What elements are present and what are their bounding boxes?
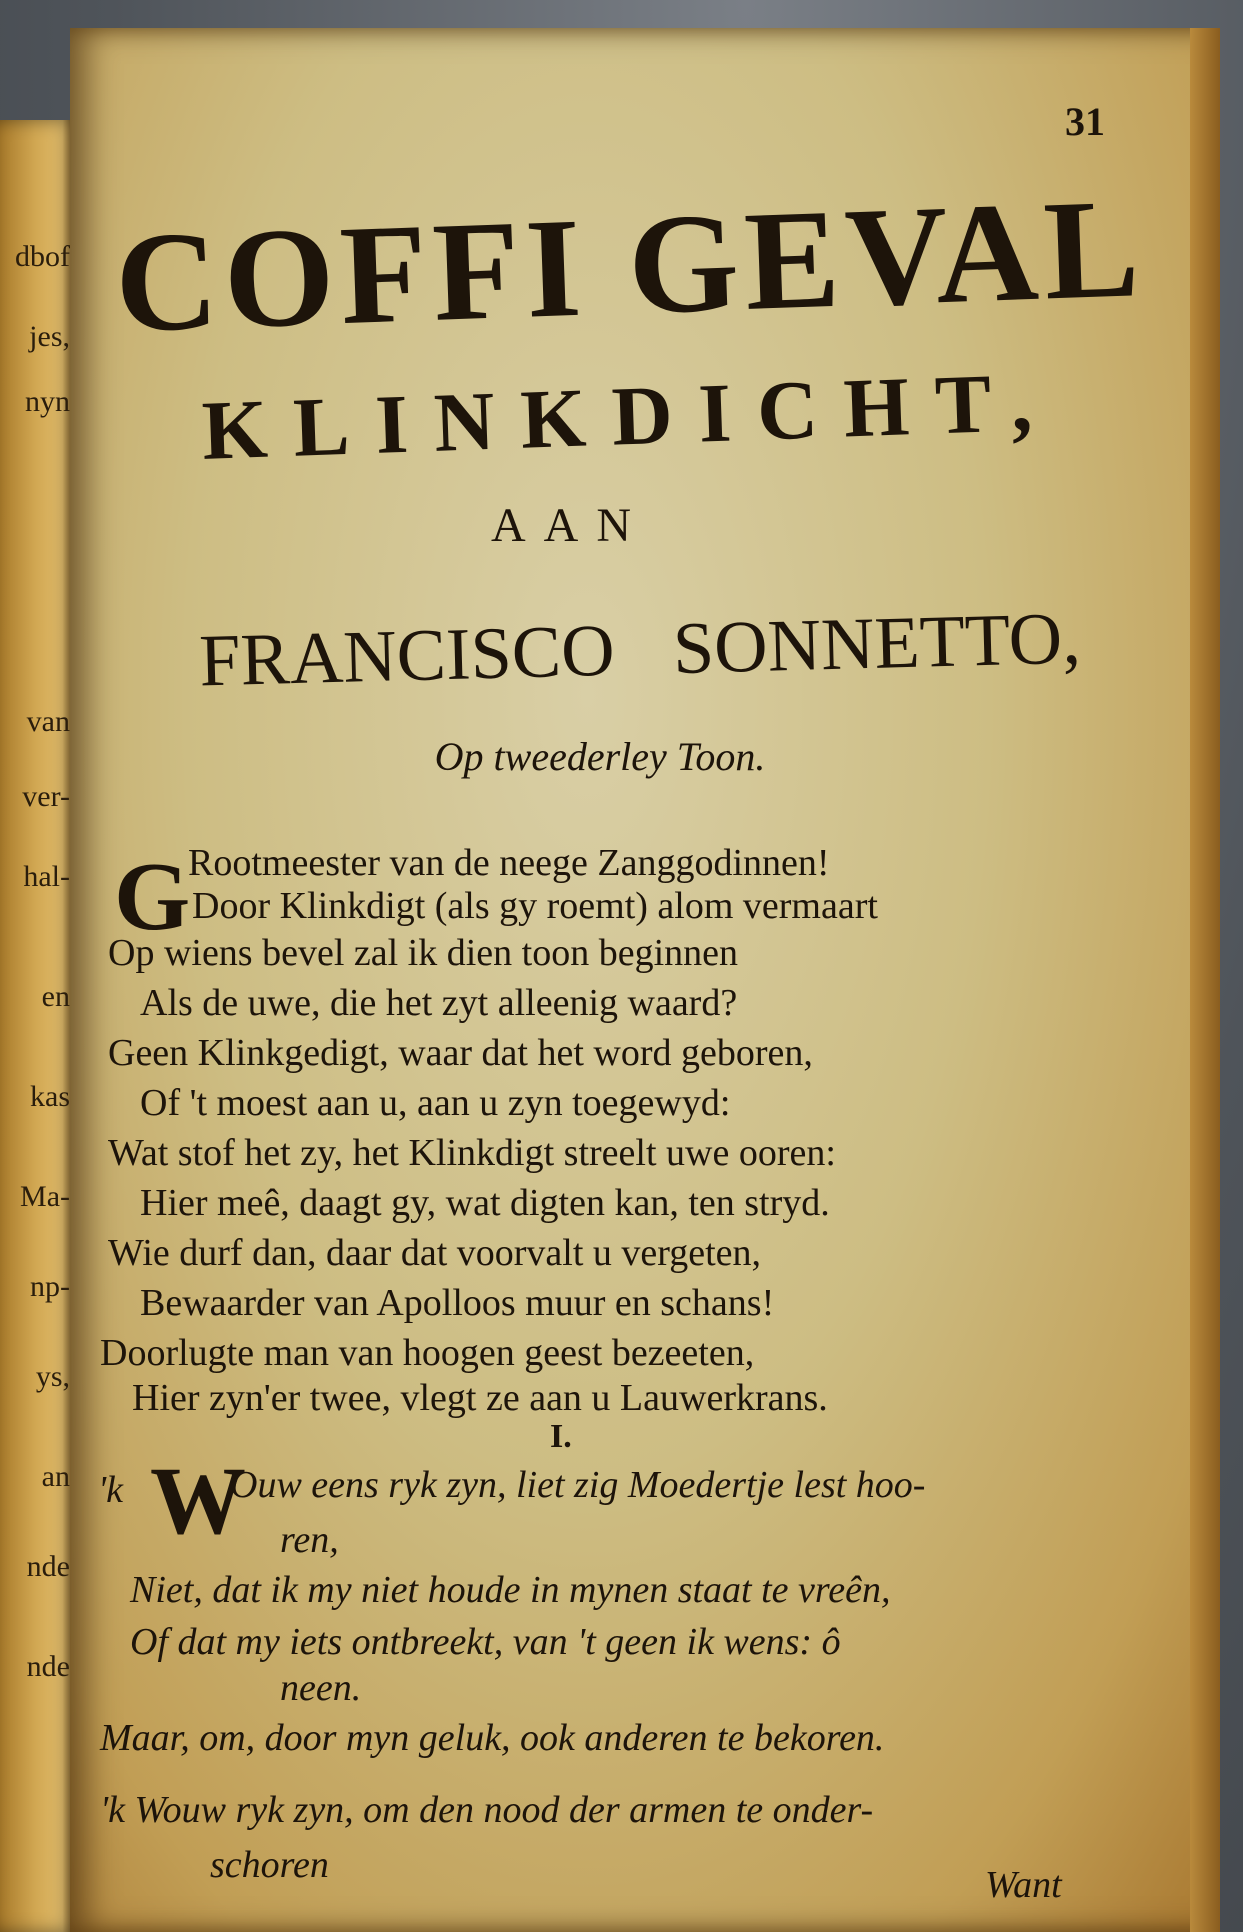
stanza-line: Maar, om, door myn geluk, ook anderen te bekoren. (100, 1717, 885, 1759)
verse-line: Geen Klinkgedigt, waar dat het word geboren, (108, 1032, 813, 1074)
verse-line: Wie durf dan, daar dat voorvalt u vergeten, (108, 1232, 762, 1274)
title-line-1: COFFI GEVAL (112, 168, 1148, 362)
left-fragment: Ma- (20, 1180, 70, 1213)
left-fragment: ys, (35, 1360, 70, 1393)
stanza-line: ren, (280, 1519, 339, 1561)
subtitle: Op tweederley Toon. (434, 734, 766, 779)
verse-line: Door Klinkdigt (als gy roemt) alom vermaart (192, 885, 878, 927)
stanza-line: Ouw eens ryk zyn, liet zig Moedertje lest hoo- (230, 1464, 926, 1506)
stanza-line: Niet, dat ik my niet houde in mynen staat te vreên, (130, 1569, 891, 1611)
title-line-4: FRANCISCO SONNETTO, (198, 597, 1082, 703)
verse-line: Doorlugte man van hoogen geest bezeeten, (100, 1332, 755, 1374)
left-fragment: en (41, 980, 70, 1013)
left-fragment: np- (30, 1270, 70, 1303)
page-number: 31 (1065, 99, 1105, 144)
left-fragment: dbof (15, 240, 70, 273)
left-fragment: nyn (25, 385, 70, 418)
catchword: Want (985, 1864, 1062, 1906)
verse-line: Hier zyn'er twee, vlegt ze aan u Lauwerkrans. (132, 1377, 828, 1419)
right-page (70, 28, 1220, 1932)
verse-line: Rootmeester van de neege Zanggodinnen! (188, 842, 830, 884)
stanza-prefix: 'k (98, 1469, 123, 1511)
verse-line: Bewaarder van Apolloos muur en schans! (140, 1282, 775, 1324)
verse-line: Hier meê, daagt gy, wat digten kan, ten stryd. (140, 1182, 830, 1224)
stanza-line: 'k Wouw ryk zyn, om den nood der armen te onder- (100, 1789, 874, 1831)
left-fragment: an (41, 1460, 70, 1493)
stanza-number: I. (550, 1418, 572, 1455)
left-fragment: van (26, 705, 70, 738)
verse-line: Als de uwe, die het zyt alleenig waard? (140, 982, 738, 1024)
stanza-line: neen. (280, 1667, 362, 1709)
left-page-edge (0, 120, 78, 1932)
left-page-text-fragments (0, 120, 70, 1932)
stanza-line: schoren (210, 1844, 329, 1886)
stanza-drop-cap: W (150, 1447, 246, 1554)
drop-cap: G (114, 843, 191, 951)
title-line-2: KLINKDICHT, (200, 355, 1060, 478)
title-line-3: AAN (491, 499, 649, 552)
verse-line: Op wiens bevel zal ik dien toon beginnen (108, 932, 739, 974)
page-text (70, 28, 1220, 1932)
verse-line: Of 't moest aan u, aan u zyn toegewyd: (140, 1082, 731, 1124)
left-fragment: hal- (23, 860, 70, 893)
left-fragment: jes, (29, 320, 70, 353)
left-fragment: kas (30, 1080, 70, 1113)
left-fragment: ver- (22, 780, 70, 813)
left-fragment: nde (26, 1550, 70, 1583)
stanza-line: Of dat my iets ontbreekt, van 't geen ik wens: ô (130, 1621, 841, 1663)
verse-line: Wat stof het zy, het Klinkdigt streelt uwe ooren: (108, 1132, 836, 1174)
left-fragment: nde (26, 1650, 70, 1683)
